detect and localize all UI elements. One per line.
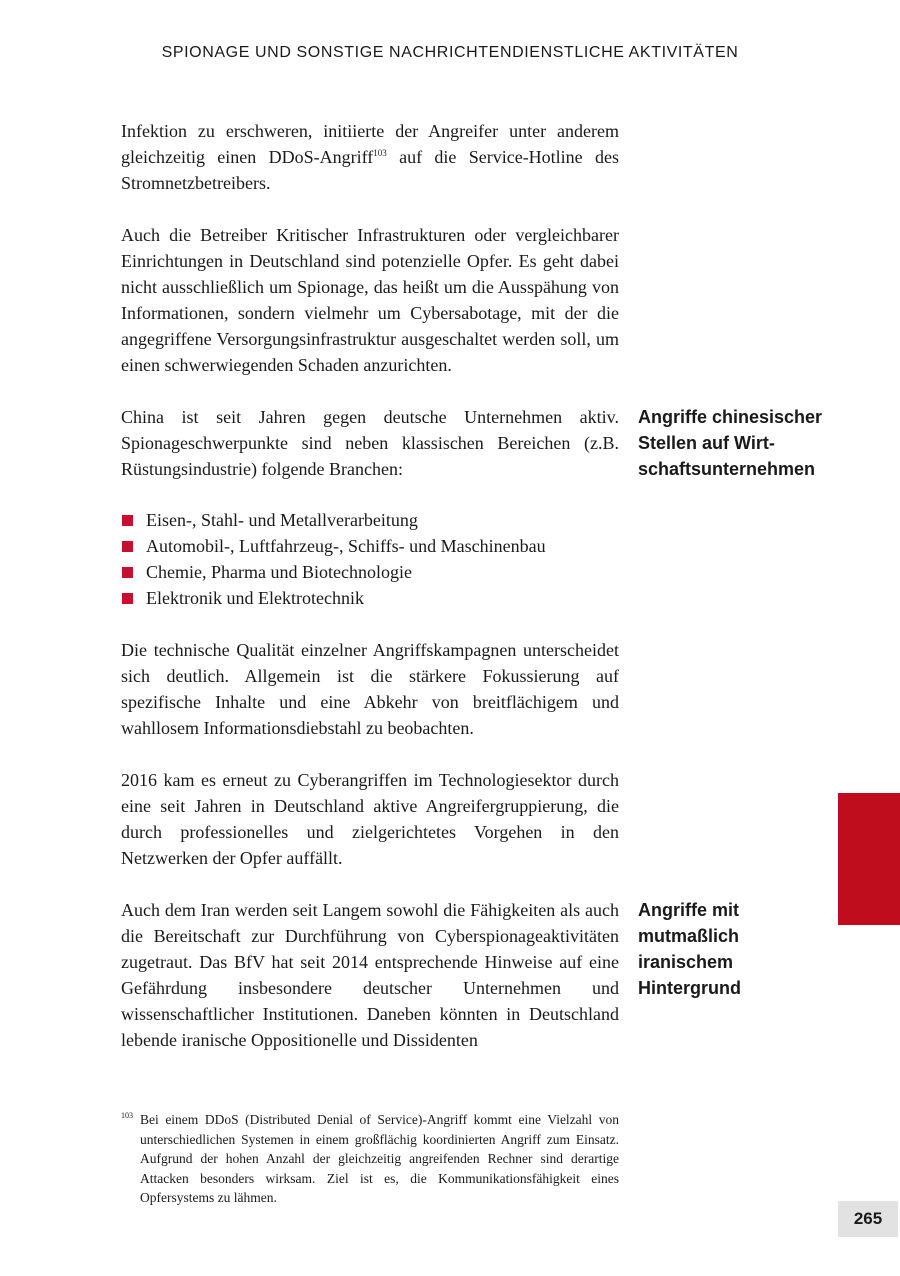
footnote-reference[interactable]: 103 bbox=[373, 148, 387, 158]
margin-note-iran: Angriffe mit mutmaßlich iranischem Hintergrund bbox=[638, 900, 741, 998]
list-item-text: Elektronik und Elektrotechnik bbox=[146, 588, 364, 608]
list-item-text: Chemie, Pharma und Biotechnologie bbox=[146, 562, 412, 582]
page-number: 265 bbox=[838, 1201, 898, 1237]
paragraph-text: Die technische Qualität einzelner Angriffskampagnen unterscheidet sich deutlich. Allgemein ist die stärkere Fokussierung auf spezifische Inhalte und eine Abkehr von breitflächigem und wahllosem Informationsdiebstahl zu beobachten. bbox=[121, 640, 619, 738]
list-item bbox=[121, 559, 619, 585]
red-square-bullet-icon bbox=[122, 541, 133, 552]
footnote-number: 103 bbox=[121, 1111, 133, 1120]
paragraph-critical-infrastructure bbox=[121, 222, 619, 378]
paragraph-text: China ist seit Jahren gegen deutsche Unternehmen aktiv. Spionageschwerpunkte sind neben klassischen Bereichen (z.B. Rüstungsindustrie) folgende Branchen: bbox=[121, 407, 619, 479]
paragraph-iran bbox=[121, 897, 619, 1053]
list-item bbox=[121, 533, 619, 559]
paragraph-china bbox=[121, 404, 619, 482]
paragraph-ddos bbox=[121, 118, 619, 196]
paragraph-text: Auch dem Iran werden seit Langem sowohl die Fähigkeiten als auch die Bereitschaft zur Durchführung von Cyberspionageaktivitäten zugetraut. Das BfV hat seit 2014 entsprechende Hinweise auf eine Gefährdung insbesondere deutscher Unternehmen und wissenschaftlicher Institutionen. Daneben könnten in Deutschland lebende iranische Oppositionelle und Dissidenten bbox=[121, 900, 619, 1050]
footnote-text: Bei einem DDoS (Distributed Denial of Service)-Angriff kommt eine Vielzahl von unterschiedlichen Systemen in einem großflächig koordinierten Angriff zum Einsatz. Aufgrund der hohen Anzahl der gleichzeitig angreifenden Rechner sind derartige Attacken besonders wirksam. Ziel ist es, die Kommunikationsfähigkeit eines Opfersystems zu lähmen. bbox=[140, 1112, 619, 1205]
list-item-text: Eisen-, Stahl- und Metallverarbeitung bbox=[146, 510, 418, 530]
paragraph-2016 bbox=[121, 767, 619, 871]
footnote bbox=[121, 1110, 619, 1208]
list-item bbox=[121, 585, 619, 611]
red-square-bullet-icon bbox=[122, 593, 133, 604]
paragraph-text: auf die Service-Hotline des Stromnetzbetreibers. bbox=[121, 147, 619, 193]
paragraph-text: Infektion zu erschweren, initiierte der Angreifer unter anderem gleichzeitig einen DDoS-Angriff bbox=[121, 121, 619, 167]
list-item-text: Automobil-, Luftfahrzeug-, Schiffs- und Maschinenbau bbox=[146, 536, 546, 556]
chapter-tab-marker bbox=[838, 793, 900, 925]
paragraph-text: Auch die Betreiber Kritischer Infrastrukturen oder vergleichbarer Einrichtungen in Deutschland sind potenzielle Opfer. Es geht dabei nicht ausschließlich um Spionage, das heißt um die Ausspähung von Informationen, sondern vielmehr um Cybersabotage, mit der die angegriffene Versorgungsinfrastruktur ausgeschaltet werden soll, um einen schwerwiegenden Schaden anzurichten. bbox=[121, 225, 619, 375]
red-square-bullet-icon bbox=[122, 567, 133, 578]
industry-list bbox=[121, 507, 619, 611]
margin-note-china: Angriffe chinesischer Stellen auf Wirtschaftsunternehmen bbox=[638, 407, 823, 479]
paragraph-attack-quality bbox=[121, 637, 619, 741]
paragraph-text: 2016 kam es erneut zu Cyberangriffen im Technologiesektor durch eine seit Jahren in Deutschland aktive Angreifergruppierung, die durch professionelles und zielgerichtetes Vorgehen in den Netzwerken der Opfer auffällt. bbox=[121, 770, 619, 868]
running-header: SPIONAGE UND SONSTIGE NACHRICHTENDIENSTLICHE AKTIVITÄTEN bbox=[161, 44, 739, 61]
red-square-bullet-icon bbox=[122, 515, 133, 526]
list-item bbox=[121, 507, 619, 533]
